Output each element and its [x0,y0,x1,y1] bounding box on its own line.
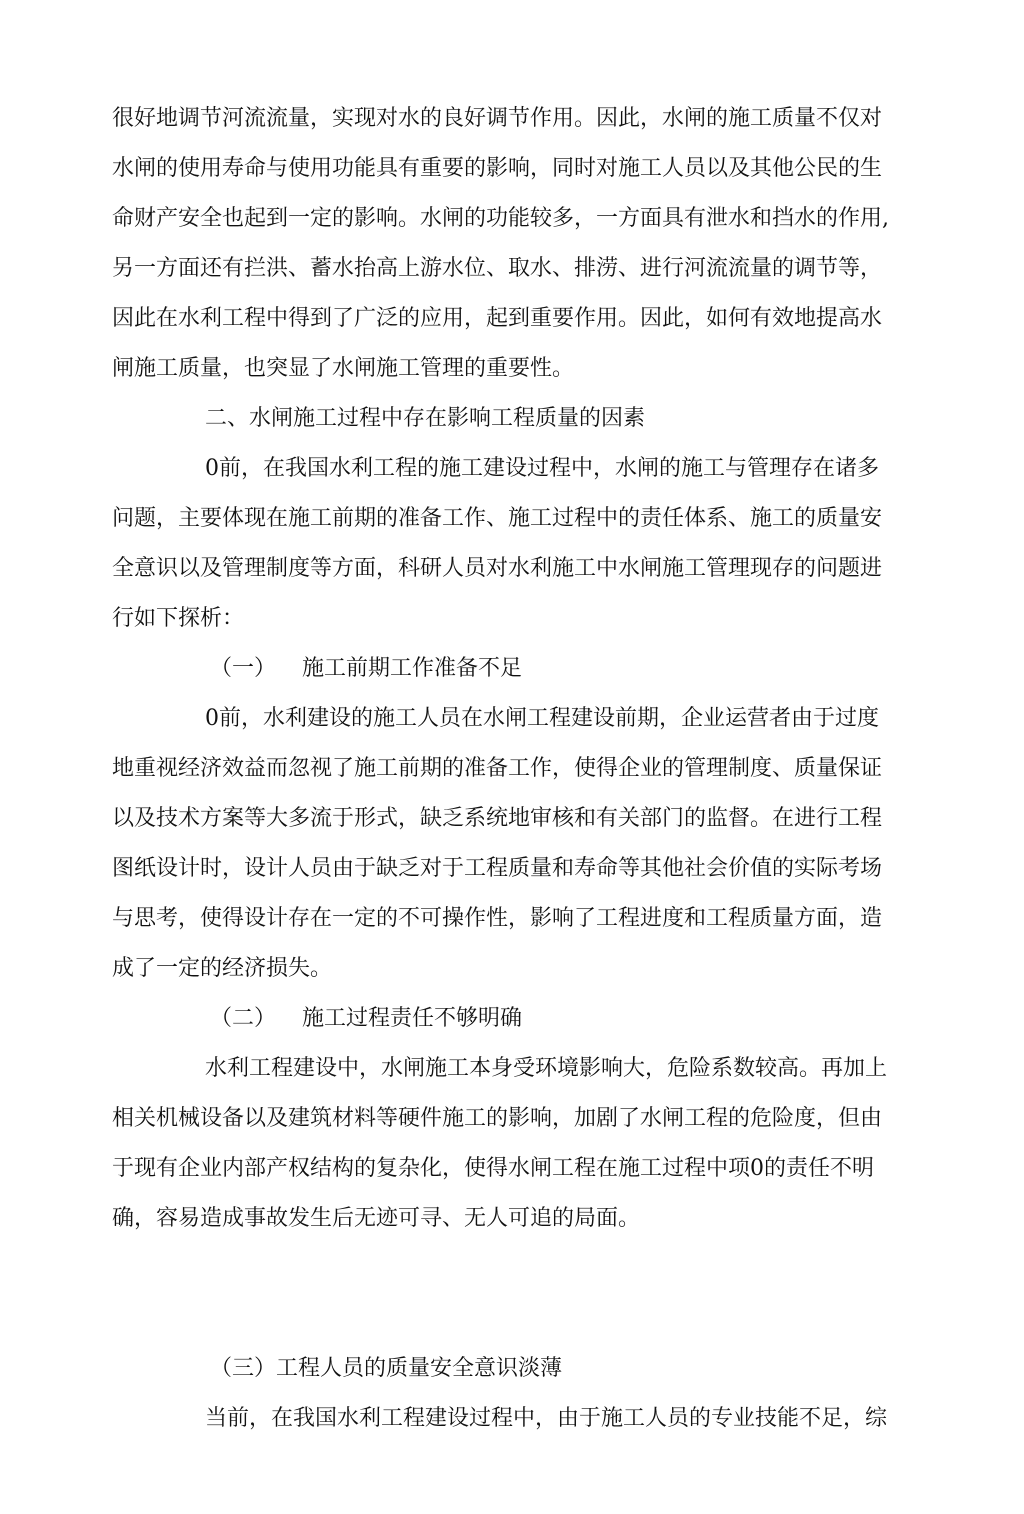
paragraph-1-line-3: 命财产安全也起到一定的影响。水闸的功能较多，一方面具有泄水和挡水的作用, [112,206,889,231]
paragraph-1-line-6: 闸施工质量，也突显了水闸施工管理的重要性。 [112,356,575,381]
paragraph-3-line-4: 图纸设计时，设计人员由于缺乏对于工程质量和寿命等其他社会价值的实际考场 [112,856,883,881]
paragraph-4-line-1: 水利工程建设中，水闸施工本身受环境影响大，危险系数较高。再加上 [205,1056,888,1081]
subsection-1-title: 施工前期工作准备不足 [302,656,523,681]
paragraph-3-line-1: 0前，水利建设的施工人员在水闸工程建设前期，企业运营者由于过度 [205,706,879,731]
subsection-2-number: （二） [210,1006,277,1031]
paragraph-2-line-3: 全意识以及管理制度等方面，科研人员对水利施工中水闸施工管理现存的问题进 [112,556,883,581]
paragraph-4-line-4: 确，容易造成事故发生后无迹可寻、无人可追的局面。 [112,1206,641,1231]
subsection-2-title: 施工过程责任不够明确 [302,1006,523,1031]
paragraph-2-line-4: 行如下探析： [112,606,245,631]
paragraph-3-line-5: 与思考，使得设计存在一定的不可操作性，影响了工程进度和工程质量方面，造 [112,906,883,931]
subsection-1-number: （一） [210,656,277,681]
paragraph-2-line-2: 问题，主要体现在施工前期的准备工作、施工过程中的责任体系、施工的质量安 [112,506,883,531]
subsection-1-heading [210,654,810,684]
paragraph-3-line-3: 以及技术方案等大多流于形式，缺乏系统地审核和有关部门的监督。在进行工程 [112,806,883,831]
paragraph-1-line-2: 水闸的使用寿命与使用功能具有重要的影响，同时对施工人员以及其他公民的生 [112,156,883,181]
paragraph-4-line-3: 于现有企业内部产权结构的复杂化，使得水闸工程在施工过程中项0的责任不明 [112,1156,874,1181]
subsection-2-heading [210,1004,810,1034]
section-2-heading: 二、水闸施工过程中存在影响工程质量的因素 [205,406,646,431]
paragraph-3-line-2: 地重视经济效益而忽视了施工前期的准备工作，使得企业的管理制度、质量保证 [112,756,883,781]
paragraph-1-line-4: 另一方面还有拦洪、蓄水抬高上游水位、取水、排涝、进行河流流量的调节等， [112,256,883,281]
paragraph-4-line-2: 相关机械设备以及建筑材料等硬件施工的影响，加剧了水闸工程的危险度，但由 [112,1106,883,1131]
paragraph-2-line-1: 0前，在我国水利工程的施工建设过程中，水闸的施工与管理存在诸多 [205,456,879,481]
paragraph-5-line-1: 当前，在我国水利工程建设过程中，由于施工人员的专业技能不足，综 [205,1406,888,1431]
paragraph-1-line-1: 很好地调节河流流量，实现对水的良好调节作用。因此，水闸的施工质量不仅对 [112,106,883,131]
paragraph-3-line-6: 成了一定的经济损失。 [112,956,333,981]
paragraph-1-line-5: 因此在水利工程中得到了广泛的应用，起到重要作用。因此，如何有效地提高水 [112,306,883,331]
subsection-3-heading: （三）工程人员的质量安全意识淡薄 [210,1356,563,1381]
